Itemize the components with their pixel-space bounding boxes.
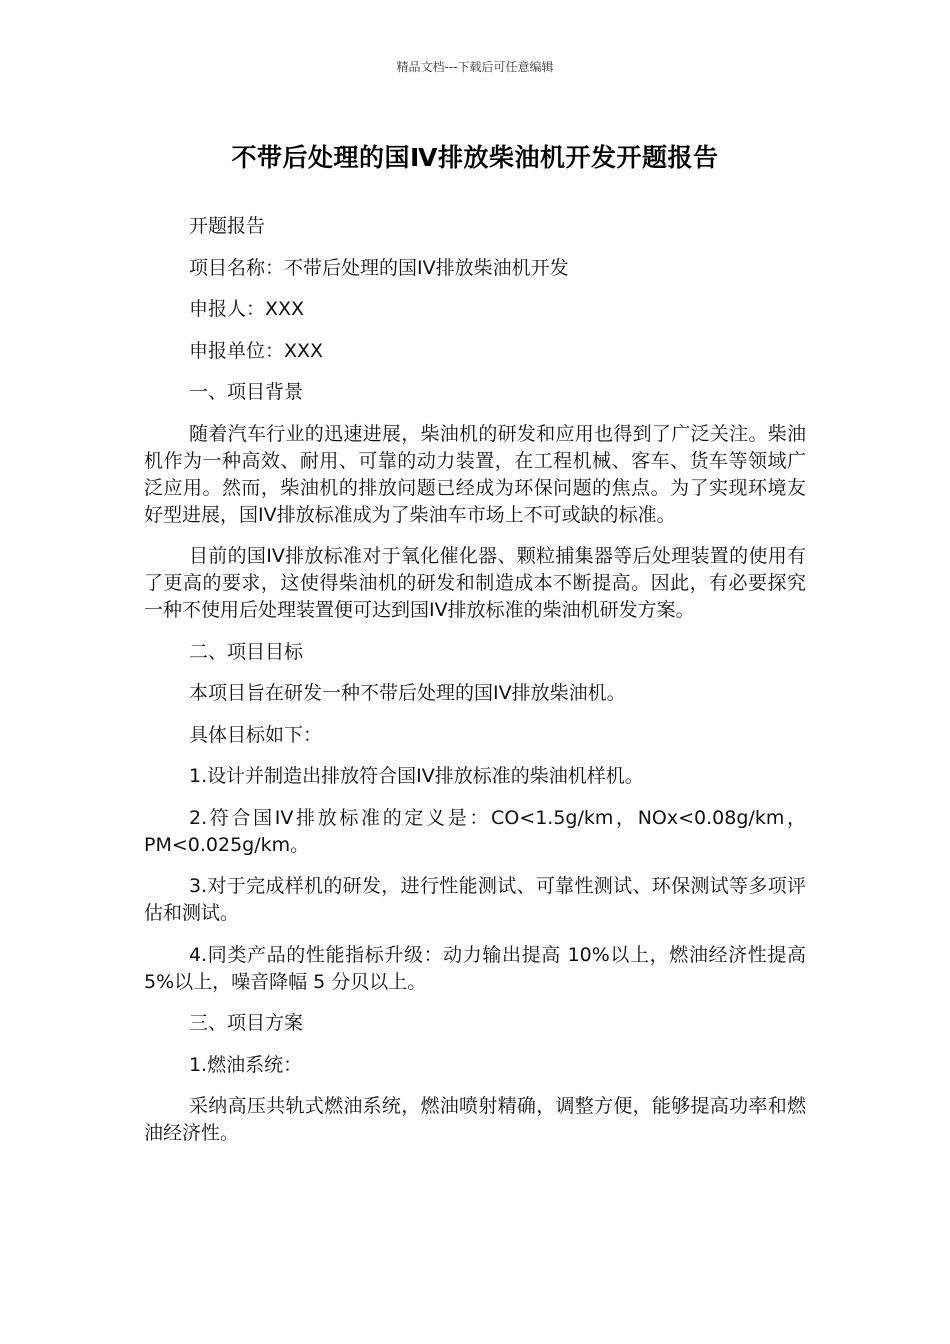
section-heading-goals: 二、项目目标 — [189, 640, 304, 663]
paragraph-report-label: 开题报告 — [189, 215, 266, 237]
paragraph-applicant-unit: 申报单位：XXX — [189, 339, 324, 362]
paragraph-applicant: 申报人：XXX — [189, 298, 305, 320]
section-heading-background: 一、项目背景 — [189, 381, 304, 403]
section-heading-plan: 三、项目方案 — [189, 1012, 304, 1034]
paragraph-goal-summary: 本项目旨在研发一种不带后处理的国IV排放柴油机。 — [189, 682, 626, 704]
document-body — [144, 213, 806, 1162]
page-header-note: 精品文档---下载后可任意编辑 — [396, 60, 554, 74]
paragraph-background-1: 随着汽车行业的迅速进展，柴油机的研发和应用也得到了广泛关注。柴油机作为一种高效、耐用、可靠的动力装置，在工程机械、客车、货车等领域广泛应用。然而，柴油机的排放问题已经成为环保问题的焦点。为了实现环境友好型进展，国IV排放标准成为了柴油车市场上不可或缺的标准。 — [144, 422, 806, 526]
list-item-goal-4: 4.同类产品的性能指标升级：动力输出提高 10%以上，燃油经济性提高 5%以上，噪音降幅 5 分贝以上。 — [144, 943, 806, 993]
list-item-goal-2: 2.符合国IV排放标准的定义是：CO<1.5g/km，NOx<0.08g/km，PM<0.025g/km。 — [144, 806, 806, 856]
document-title: 不带后处理的国Ⅳ排放柴油机开发开题报告 — [231, 143, 719, 172]
subheading-fuel-system: 1.燃油系统： — [189, 1053, 303, 1076]
paragraph-project-name: 项目名称：不带后处理的国IV排放柴油机开发 — [189, 256, 569, 279]
list-item-goal-1: 1.设计并制造出排放符合国IV排放标准的柴油机样机。 — [189, 765, 644, 787]
paragraph-goal-intro: 具体目标如下： — [189, 723, 323, 746]
paragraph-background-2: 目前的国IV排放标准对于氧化催化器、颗粒捕集器等后处理装置的使用有了更高的要求，这使得柴油机的研发和制造成本不断提高。因此，有必要探究一种不使用后处理装置便可达到国IV排放标准的柴油机研发方案。 — [144, 545, 806, 621]
paragraph-fuel-system: 采纳高压共轨式燃油系统，燃油喷射精确，调整方便，能够提高功率和燃油经济性。 — [144, 1095, 806, 1144]
list-item-goal-3: 3.对于完成样机的研发，进行性能测试、可靠性测试、环保测试等多项评估和测试。 — [144, 875, 806, 924]
